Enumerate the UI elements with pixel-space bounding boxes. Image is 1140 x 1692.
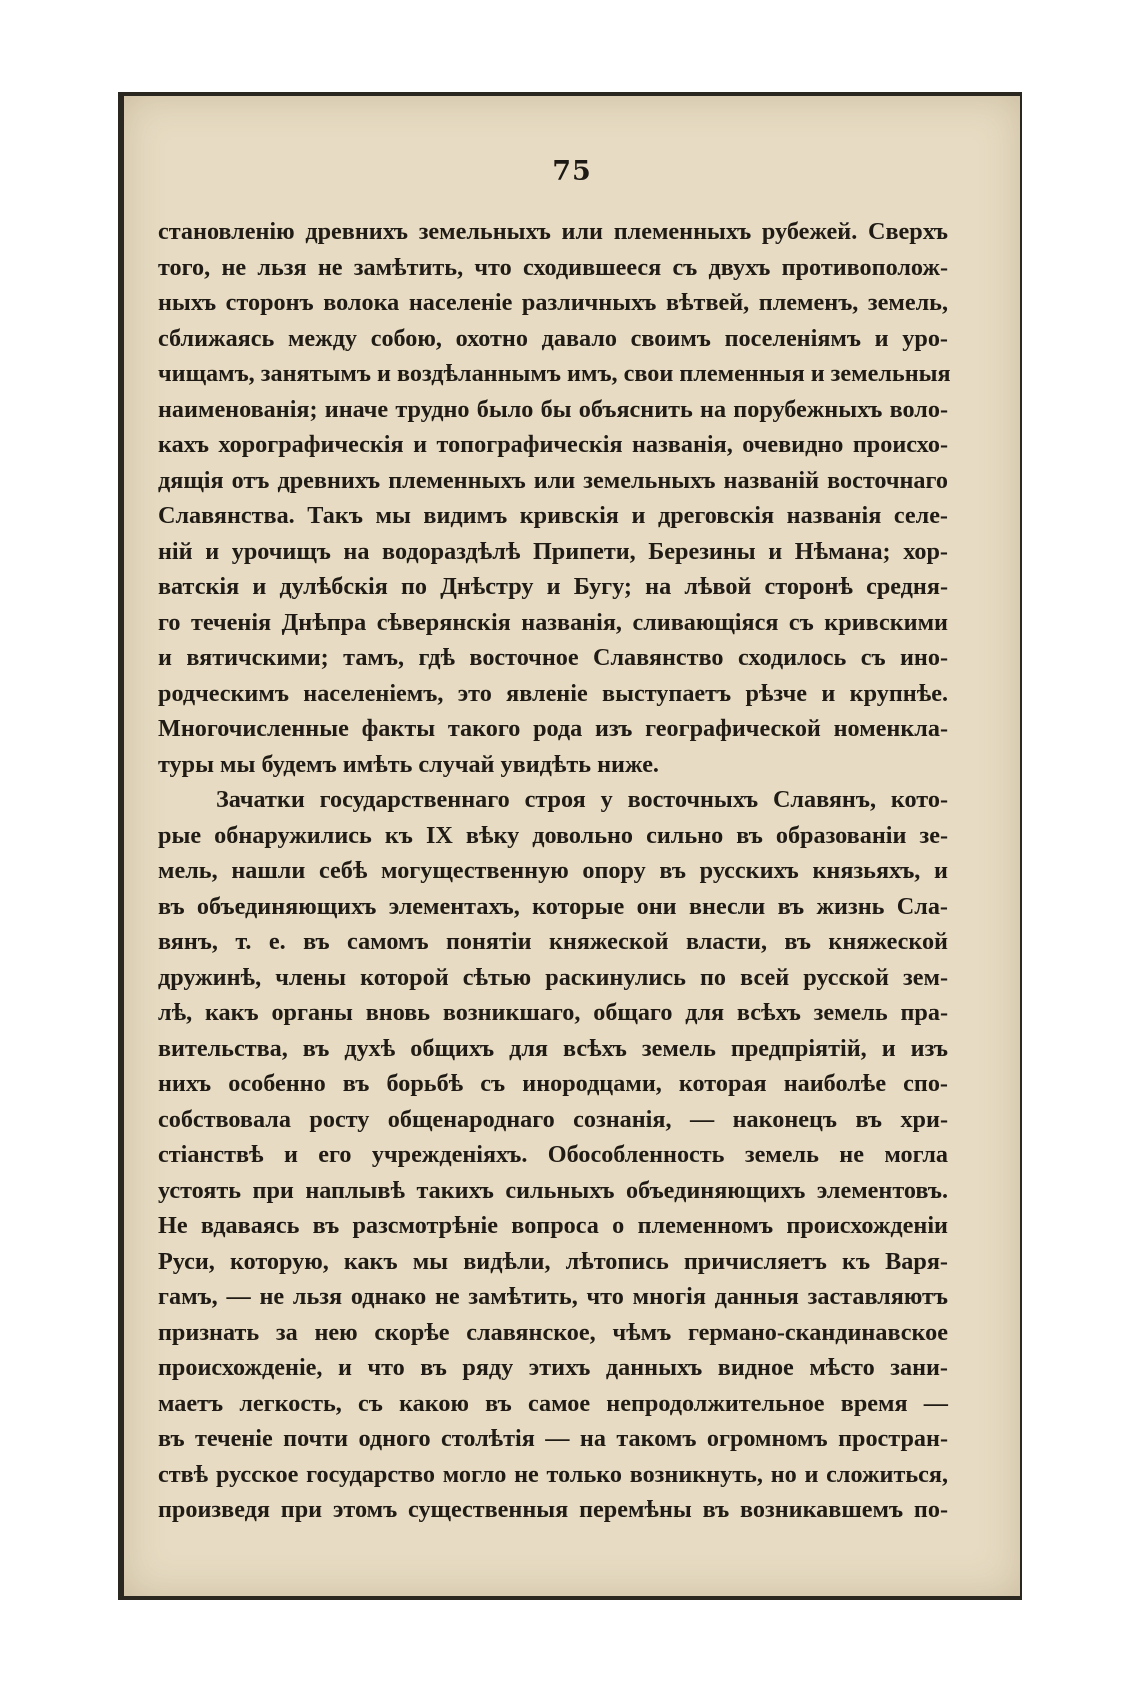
text-line: сближаясь между собою, охотно давало своимъ поселеніямъ и уро- bbox=[158, 324, 948, 352]
page-body-text bbox=[158, 214, 951, 1528]
text-line: того, не льзя не замѣтить, что сходившееся съ двухъ противополож- bbox=[158, 253, 948, 281]
text-line: дружинѣ, члены которой сѣтью раскинулись по всей русской зем- bbox=[158, 963, 948, 991]
text-line: Славянства. Такъ мы видимъ кривскія и дреговскія названія селе- bbox=[158, 502, 948, 529]
text-line: родческимъ населеніемъ, это явленіе выступаетъ рѣзче и крупнѣе. bbox=[158, 679, 948, 707]
text-line: рые обнаружились къ IX вѣку довольно сильно въ образованіи зе- bbox=[158, 821, 948, 849]
text-line: туры мы будемъ имѣть случай увидѣть ниже. bbox=[158, 750, 659, 778]
text-line: признать за нею скорѣе славянское, чѣмъ германо-скандинавское bbox=[158, 1318, 948, 1346]
text-line: ствѣ русское государство могло не только возникнуть, но и сложиться, bbox=[158, 1460, 948, 1488]
text-line: въ теченіе почти одного столѣтія — на такомъ огромномъ простран- bbox=[158, 1425, 948, 1452]
text-line: ній и урочищъ на водораздѣлѣ Припети, Березины и Нѣмана; хор- bbox=[158, 537, 948, 565]
text-line: становленію древнихъ земельныхъ или племенныхъ рубежей. Сверхъ bbox=[158, 218, 948, 245]
page-number: 75 bbox=[552, 156, 592, 187]
text-line: вянъ, т. е. въ самомъ понятіи княжеской власти, въ княжеской bbox=[158, 928, 948, 955]
text-line: маетъ легкость, съ какою въ самое непродолжительное время — bbox=[158, 1389, 948, 1417]
text-line: гамъ, — не льзя однако не замѣтить, что многія данныя заставляютъ bbox=[158, 1283, 948, 1310]
text-line: Не вдаваясь въ разсмотрѣніе вопроса о племенномъ происхожденіи bbox=[158, 1212, 948, 1239]
text-line: мель, нашли себѣ могущественную опору въ русскихъ князьяхъ, и bbox=[158, 857, 948, 884]
text-line: Руси, которую, какъ мы видѣли, лѣтопись причисляетъ къ Варя- bbox=[158, 1247, 948, 1275]
text-line: и вятичскими; тамъ, гдѣ восточное Славянство сходилось съ ино- bbox=[158, 644, 948, 671]
text-line: ныхъ сторонъ волока населеніе различныхъ вѣтвей, племенъ, земель, bbox=[158, 289, 948, 316]
text-line: собствовала росту общенароднаго сознанія, — наконецъ въ хри- bbox=[158, 1105, 948, 1133]
text-line: вительства, въ духѣ общихъ для всѣхъ земель предпріятій, и изъ bbox=[158, 1034, 948, 1062]
text-line: лѣ, какъ органы вновь возникшаго, общаго для всѣхъ земель пра- bbox=[158, 999, 948, 1026]
text-line: кахъ хорографическія и топографическія названія, очевидно происхо- bbox=[158, 431, 948, 458]
text-line: устоять при наплывѣ такихъ сильныхъ объединяющихъ элементовъ. bbox=[158, 1176, 948, 1204]
text-line: произведя при этомъ существенныя перемѣны въ возникавшемъ по- bbox=[158, 1496, 948, 1523]
text-line: Многочисленные факты такого рода изъ географической номенкла- bbox=[158, 715, 948, 742]
text-line: въ объединяющихъ элементахъ, которые они внесли въ жизнь Сла- bbox=[158, 892, 948, 920]
text-line: чищамъ, занятымъ и воздѣланнымъ имъ, свои племенныя и земельныя bbox=[158, 360, 951, 387]
text-line: го теченія Днѣпра сѣверянскія названія, сливающіяся съ кривскими bbox=[158, 608, 948, 636]
text-line: дящія отъ древнихъ племенныхъ или земельныхъ названій восточнаго bbox=[158, 466, 948, 494]
text-line: стіанствѣ и его учрежденіяхъ. Обособленность земель не могла bbox=[158, 1141, 948, 1168]
book-page bbox=[124, 96, 1020, 1596]
text-line: происхожденіе, и что въ ряду этихъ данныхъ видное мѣсто зани- bbox=[158, 1354, 948, 1381]
text-line: Зачатки государственнаго строя у восточныхъ Славянъ, кото- bbox=[216, 786, 948, 813]
text-line: ватскія и дулѣбскія по Днѣстру и Бугу; на лѣвой сторонѣ средня- bbox=[158, 573, 948, 600]
text-line: наименованія; иначе трудно было бы объяснить на порубежныхъ воло- bbox=[158, 395, 948, 423]
text-line: нихъ особенно въ борьбѣ съ инородцами, которая наиболѣе спо- bbox=[158, 1070, 948, 1097]
